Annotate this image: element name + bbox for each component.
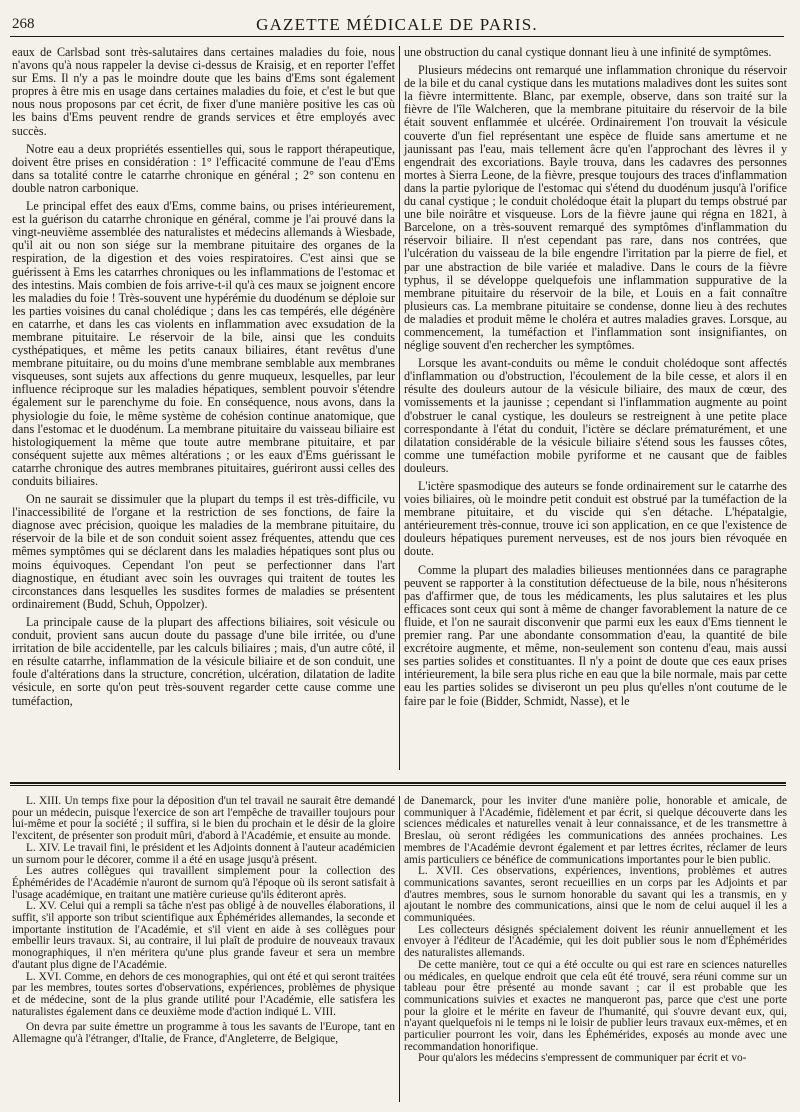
paragraph: On ne saurait se dissimuler que la plupart du temps il est très-difficile, vu l'inaccessibilité de l'organe et la restriction de ses fonctions, de faire la diagnose avec précision, quoique les maladies de la membrane pituitaire, du réservoir de la bile et de son conduit soient assez fréquentes, attendu que ces mêmes symptômes qui se déclarent dans les maladies hépatiques sont plus ou moins équivoques. Cependant l'on peut se perfectionner dans l'art diagnostique, en étudiant avec soin les ouvrages qui traitent de toutes les circonstances dans lesquelles les susdites formes de maladies se présentent ordinairement (Budd, Schuh, Oppolzer). [12,492,395,611]
journal-title: GAZETTE MÉDICALE DE PARIS. [256,15,538,34]
paragraph: La principale cause de la plupart des affections biliaires, soit vésicule ou conduit, provient sans aucun doute du passage d'une bile irritée, ou d'une irritation de bile accidentelle, par les calculs biliaires ; mais, d'un autre côté, il en résulte catarrhe, inflammation de la vésicule biliaire et de son conduit, une foule d'altérations dans la structure, concrétion, ulcération, dilatation de ladite vésicule, en sorte qu'on peut très-souvent regarder cette cause comme une tuméfaction, [12,614,395,708]
paragraph: Le principal effet des eaux d'Ems, comme bains, ou prises intérieurement, est la guérison du catarrhe chronique en général, comme je l'ai prouvé dans la vingt-neuvième assemblée des naturalistes et médecins allemands à Wiesbade, qu'il ait ou non son siége sur la membrane pituitaire des organes de la respiration, de la digestion et des voies respiratoires. C'est ainsi que se guérissent à Ems les catarrhes chroniques ou les inflammations de l'estomac et des intestins. Mais combien de fois arrive-t-il qu'à ces maux se joignent encore les maladies du foie ! Très-souvent une hypérémie du duodénum se déploie sur les parties voisines du canal cholédique ; dans les cas tempérés, elle dégénère en catarrhe, et dans les cas violents en inflammation avec exsudation de la membrane pituitaire. Le réservoir de la bile, ainsi que les conduits cysthépatiques, et même les petits canaux biliaires, étant revêtus d'une membrane pituitaire, ou du moins d'une membrane semblable aux membranes visqueuses, sont sujets aux affections du genre muqueux, lesquelles, par leur influence réciproque sur les maladies hépatiques, semblent pouvoir s'étendre également sur le parenchyme du foie. En conséquence, nous avons, dans la physiologie du foie, le même système de cohésion continue anatomique, que dans l'estomac et le duodénum. La membrane pituitaire du vaisseau biliaire est histologiquement la même que toute autre membrane pituitaire, et par conséquent sujette aux mêmes altérations ; or les eaux d'Ems guérissant le catarrhe chronique des autres membranes pituitaires, guériront aussi celles des conduits biliaires. [12,199,395,488]
paragraph: Les collecteurs désignés spécialement doivent les réunir annuellement et les envoyer à l'éditeur de l'Académie, qui les doit publier sous le nom d'Éphémérides des naturalistes allemands. [404,923,787,960]
column-divider [399,796,400,1102]
paragraph: L. XIV. Le travail fini, le président et les Adjoints donnent à l'auteur académicien un surnom pour le décorer, comme il a été en usage jusqu'à présent. [12,841,395,866]
section-divider [10,782,786,784]
paragraph: Notre eau a deux propriétés essentielles qui, sous le rapport thérapeutique, doivent être prises en considération : 1° l'efficacité commune de l'eau d'Ems dans sa totalité contre le catarrhe chronique en général ; 2° son contenu en double natron carbonique. [12,141,395,195]
paragraph: L. XV. Celui qui a rempli sa tâche n'est pas obligé à de nouvelles élaborations, il suffit, s'il apporte son tribut scientifique aux Éphémérides allemandes, la seconde et importante institution de l'Académie, et s'il vient en aide à ses collègues pour embellir leurs travaux. Si, au contraire, il lui plaît de produire de nouveaux travaux monographiques, il n'en méritera qu'une plus grande faveur et sera un membre d'autant plus digne de l'Académie. [12,900,395,971]
paragraph: L. XVI. Comme, en dehors de ces monographies, qui ont été et qui seront traitées par les membres, toutes sortes d'observations, expériences, problèmes de physique et de médecine, sont de la plus grande utilité pour l'Académie, elle satisfera les naturalistes également dans ce deuxième mode d'action indiqué L. VIII. [12,970,395,1018]
lower-left-column [12,796,395,1046]
column-divider [399,46,400,770]
paragraph: Les autres collègues qui travaillent simplement pour la collection des Éphémérides de l'Académie n'auront de surnom qu'à l'époque où ils seront satisfait à l'usage académique, en traitant une matière curieuse qu'ils éditeront après. [12,865,395,901]
paragraph: Plusieurs médecins ont remarqué une inflammation chronique du réservoir de la bile et du canal cystique dans les mutations maladives dont les suites sont la fièvre intermittente. Blanc, par exemple, observe, dans son traité sur la fièvre de l'île Walcheren, que la membrane pituitaire du réservoir de la bile était souvent enflammée et ulcérée. Ordinairement l'on trouvait la vésicule couverte d'un fiel représentant une espèce de fluide sans amertume et ne jaunissant pas l'eau, mais tellement âcre qu'en l'approchant des lèvres il y engendrait des excoriations. Bayle trouva, dans les cadavres des personnes mortes à Sierra Leone, de la fièvre, presque toujours des traces d'inflammation dans la partie pylorique de l'estomac qui s'étend du duodénum jusqu'à l'orifice du canal cystique ; le conduit cholédoque était la plupart du temps obstrué par une bile noirâtre et visqueuse. Lors de la fièvre jaune qui régna en 1821, à Barcelone, on a très-souvent remarqué des symptômes d'inflammation du réservoir biliaire. Il n'est cependant pas rare, dans nos contrées, que l'ulcération du vaisseau de la bile engendre l'irritation par la pierre de fiel, et par une abstraction de bile variée et maladive. Dans le cours de la fièvre typhus, il se développe quelquefois une inflammation suppurative de la membrane pituitaire du réservoir de la bile, et Louis en a fait connaître plusieurs cas. La membrane pituitaire se condense, donne lieu à des rechutes de maladies et produit même le choléra et autres maladies graves. Lorsque, au commencement, la tuméfaction et l'inflammation sont insignifiantes, on néglige souvent d'en rechercher les symptômes. [404,63,787,353]
page-number: 268 [12,16,35,32]
section-divider-thin [10,785,786,786]
paragraph: Lorsque les avant-conduits ou même le conduit cholédoque sont affectés d'inflammation ou d'obstruction, l'écoulement de la bile cesse, et alors il en résulte des douleurs autour de la vésicule biliaire, des maux de cœur, des vomissements et la jaunisse ; cependant si l'inflammation augmente au point d'obstruer le canal cystique, les douleurs se restreignent à une petite place correspondante à l'état du conduit, l'ictère se déclare prématurément, et une dilatation considérable de la vésicule biliaire s'étend sous les fausses côtes, comme une tuméfaction mobile pyriforme et ne causant que de faibles douleurs. [404,356,787,475]
upper-right-column [404,46,787,708]
paragraph: une obstruction du canal cystique donnant lieu à une infinité de symptômes. [404,45,772,59]
paragraph: Pour qu'alors les médecins s'empressent de communiquer par écrit et vo- [418,1052,747,1065]
paragraph: De cette manière, tout ce qui a été occulte ou qui est rare en sciences naturelles ou médicales, en quelque endroit que cela eût été trouvé, sera réuni comme sur un tableau pour être présenté au monde savant ; car il est probable que les communications suivies et exactes ne manqueront pas, parce que c'est une porte pour la gloire et le mérite en faveur de l'humanité, qui s'ouvre devant eux, qui, n'ayant quelquefois ni le temps ni le loisir de publier leurs travaux eux-mêmes, et en particulier pourront les voir, dans les Éphémérides, exposés au monde avec une recommandation honorifique. [404,958,787,1053]
paragraph: de Danemarck, pour les inviter d'une manière polie, honorable et amicale, de communiquer à l'Académie, fidèlement et par écrit, si quelque découverte dans les sciences médicales et naturelles venait à leur connaissance, et de les transmettre à Breslau, où seront rédigées les communications des années prochaines. Les membres de l'Académie devront également et par lettres écrites, réclamer de leurs amis particuliers ce bénéfice de communications importantes pour le bien public. [404,795,787,866]
upper-left-column [12,46,395,708]
paragraph: eaux de Carlsbad sont très-salutaires dans certaines maladies du foie, nous n'avons qu'à nous rappeler la devise ci-dessus de Kraisig, et en reporter l'effet sur Ems. Il n'y a pas le moindre doute que les bains d'Ems sont également propres à être mis en usage dans certaines maladies du foie, et c'est le but que nous nous proposons par cet écrit, de fixer d'une manière positive les cas où les bains d'Ems peuvent rendre de grands services et être employés avec succès. [12,45,395,138]
paragraph: L. XIII. Un temps fixe pour la déposition d'un tel travail ne saurait être demandé pour un médecin, puisque l'exercice de son art l'empêche de travailler toujours pour lui-même et pour la société ; il suffira, si le bien du prochain et le désir de la gloire l'excitent, de présenter son produit mûri, d'abord à l'Académie, et ensuite au monde. [12,795,395,843]
paragraph: L'ictère spasmodique des auteurs se fonde ordinairement sur le catarrhe des voies biliaires, où le moindre petit conduit est obstrué par la tuméfaction de la membrane pituitaire, et du viscide qui s'en détache. L'hépatalgie, antérieurement très-connue, trouve ici son application, en ce que l'existence de douleurs hépatiques purement nerveuses, est de nos jours bien révoquée en doute. [404,479,787,559]
paragraph: On devra par suite émettre un programme à tous les savants de l'Europe, tant en Allemagne qu'à l'étranger, d'Italie, de France, d'Angleterre, de Belgique, [12,1021,395,1046]
paragraph: L. XVII. Ces observations, expériences, inventions, problèmes et autres communications savantes, seront recueillies en un corps par les Adjoints et par d'autres membres, sous le surnom honorable du savant qui les a transmis, en y ajoutant le nombre des communications, ainsi que le nom de celui auquel il les a communiquées. [404,865,787,925]
lower-right-column [404,796,787,1065]
page-header [10,14,784,37]
paragraph: Comme la plupart des maladies bilieuses mentionnées dans ce paragraphe peuvent se rapporter à la constitution défectueuse de la bile, nous n'hésiterons pas d'affirmer que, de tous les médicaments, les plus salutaires et les plus efficaces sont ceux qui sont à même de changer favorablement la nature de ce fluide, et l'on ne saurait disconvenir que parmi eux les eaux d'Ems tiennent le premier rang. Par une abondante consommation d'eau, la quantité de bile excrétoire augmente, et même, non-seulement son contenu d'eau, mais aussi ses parties solides et constituantes. Il n'y a point de doute que ces eaux prises intérieurement, la bile sera plus riche en eau que la bile normale, mais par cette eau les parties solides se diviseront un peu plus qu'elles n'ont coutume de le faire par le foie (Bidder, Schmidt, Nasse), et le [404,562,787,708]
